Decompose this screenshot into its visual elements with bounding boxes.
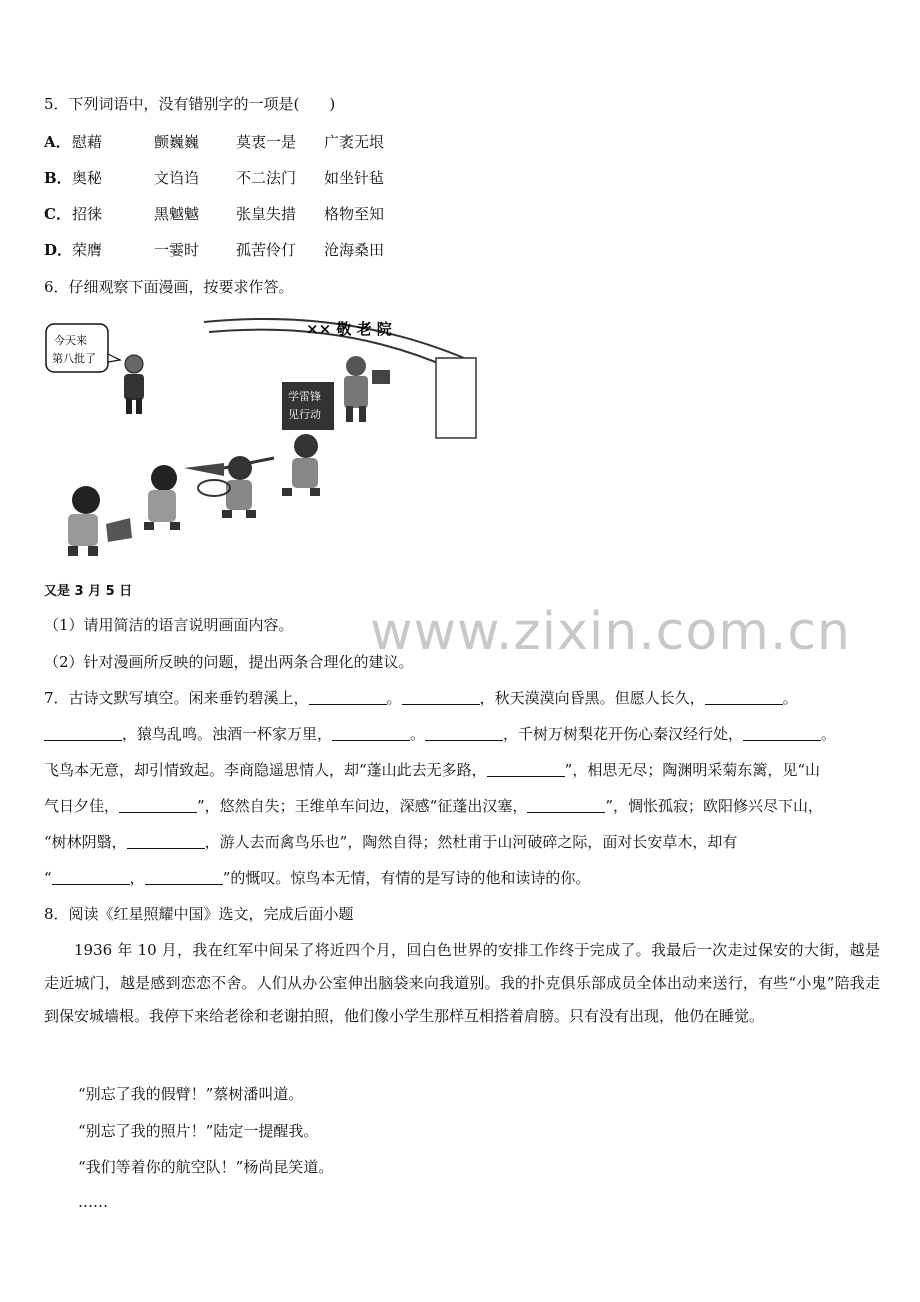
fill-blank[interactable] xyxy=(425,726,503,741)
watermark: www.zixin.com.cn xyxy=(370,602,851,662)
q7-line-6 xyxy=(44,868,590,888)
q7-text: ”的慨叹。惊鸟本无情，有情的是写诗的他和读诗的你。 xyxy=(222,869,591,887)
q7-text: “树林阴翳， xyxy=(44,833,127,851)
banner-line-1: 学雷锋 xyxy=(288,390,321,403)
option-word: 颤巍巍 xyxy=(154,133,200,151)
option-word: 不二法门 xyxy=(236,169,297,187)
q7-text: ”，惆怅孤寂；欧阳修兴尽下山， xyxy=(605,797,824,815)
q5-option-a xyxy=(44,132,406,152)
option-label: C． xyxy=(44,205,71,223)
q7-text: 。 xyxy=(410,725,426,743)
banner-line-2: 见行动 xyxy=(288,408,321,421)
q6-stem: 6．仔细观察下面漫画，按要求作答。 xyxy=(44,278,294,296)
fill-blank[interactable] xyxy=(145,870,223,885)
q7-text: 。 xyxy=(782,689,798,707)
option-word: 文诌诌 xyxy=(154,169,200,187)
fill-blank[interactable] xyxy=(332,726,410,741)
q7-text: ，猿鸟乱鸣。浊酒一杯家万里， xyxy=(122,725,333,743)
q7-text: ”，悠然自失；王维单车问边，深感“征蓬出汉塞， xyxy=(197,797,528,815)
q8-quote-3: “我们等着你的航空队！”杨尚昆笑道。 xyxy=(78,1158,334,1176)
option-word: 格物至知 xyxy=(324,205,385,223)
speech-line-2: 第八批了 xyxy=(52,352,96,365)
q8-passage-paragraph: 1936 年 10 月，我在红军中间呆了将近四个月，回白色世界的安排工作终于完成了。我最后一次走过保安的大街，越是走近城门，越是感到恋恋不舍。人们从办公室伸出脑袋来向我道别。我的扑克俱乐部成员全体出动来送行，有些“小鬼”陪我走到保安城墙根。我停下来给老徐和老谢拍照，他们像小学生那样互相搭着肩膀。只有没有出现，他仍在睡觉。 xyxy=(44,941,880,1025)
option-word: 如坐针毡 xyxy=(324,169,385,187)
q8-quote-2: “别忘了我的照片！”陆定一提醒我。 xyxy=(78,1122,319,1140)
q7-text: 气日夕佳， xyxy=(44,797,120,815)
option-word: 孤苦伶仃 xyxy=(236,241,297,259)
q5-option-c xyxy=(44,204,406,224)
elderly-man-figure xyxy=(124,355,144,414)
q7-line-5 xyxy=(44,832,737,852)
q8-quote-1: “别忘了我的假臂！”蔡树潘叫道。 xyxy=(78,1085,304,1103)
q7-text: ， xyxy=(129,869,145,887)
q8-ellipsis: …… xyxy=(78,1193,108,1211)
speech-bubble xyxy=(46,324,120,372)
fill-blank[interactable] xyxy=(127,834,205,849)
speech-line-1: 今天来 xyxy=(54,334,87,347)
nursing-home-arch xyxy=(204,319,476,438)
option-word: 沧海桑田 xyxy=(324,241,385,259)
children-volunteers xyxy=(68,434,320,556)
q6-sub2: （2）针对漫画所反映的问题，提出两条合理化的建议。 xyxy=(44,653,414,671)
fill-blank[interactable] xyxy=(119,798,197,813)
option-label: B． xyxy=(44,169,72,187)
fill-blank[interactable] xyxy=(402,690,480,705)
q7-line-3 xyxy=(44,760,820,780)
option-word: 黑魆魆 xyxy=(154,205,200,223)
q7-text: 。 xyxy=(386,689,402,707)
option-word: 莫衷一是 xyxy=(236,133,297,151)
option-word: 张皇失措 xyxy=(236,205,297,223)
option-word: 慰藉 xyxy=(72,133,103,151)
fill-blank[interactable] xyxy=(527,798,605,813)
q7-text: ，游人去而禽鸟乐也”，陶然自得；然杜甫于山河破碎之际，面对长安草木，却有 xyxy=(204,833,738,851)
q7-line-4 xyxy=(44,796,823,816)
banner xyxy=(282,382,334,430)
option-word: 广袤无垠 xyxy=(324,133,385,151)
fill-blank[interactable] xyxy=(309,690,387,705)
option-word: 招徕 xyxy=(72,205,103,223)
flag-bearer-figure xyxy=(344,356,390,422)
q5-option-d xyxy=(44,240,406,260)
fill-blank[interactable] xyxy=(705,690,783,705)
option-word: 奥秘 xyxy=(72,169,103,187)
q7-text: 飞鸟本无意，却引情致起。李商隐遥思情人，却“蓬山此去无多路， xyxy=(44,761,487,779)
option-word: 荣膺 xyxy=(72,241,103,259)
q7-text: ”，相思无尽；陶渊明采菊东篱，见“山 xyxy=(564,761,821,779)
arch-sign-text: ×× 敬 老 院 xyxy=(306,320,392,338)
q6-sub1: （1）请用简洁的语言说明画面内容。 xyxy=(44,616,294,634)
fill-blank[interactable] xyxy=(44,726,122,741)
q7-text: 。 xyxy=(821,725,837,743)
q7-text: ，秋天漠漠向昏黑。但愿人长久， xyxy=(479,689,705,707)
q7-text: “ xyxy=(44,869,52,887)
comic-illustration xyxy=(44,318,480,562)
option-word: 一霎时 xyxy=(154,241,200,259)
q8-stem: 8．阅读《红星照耀中国》选文，完成后面小题 xyxy=(44,905,354,923)
q7-line-1 xyxy=(44,688,798,708)
q7-text: ，千树万树梨花开伤心秦汉经行处， xyxy=(503,725,744,743)
option-label: D． xyxy=(44,241,73,259)
q5-option-b xyxy=(44,168,406,188)
fill-blank[interactable] xyxy=(743,726,821,741)
fill-blank[interactable] xyxy=(487,762,565,777)
q5-stem: 5．下列词语中，没有错别字的一项是( ) xyxy=(44,95,336,113)
option-label: A． xyxy=(44,133,71,151)
fill-blank[interactable] xyxy=(52,870,130,885)
q7-line-2 xyxy=(44,724,836,744)
comic-caption: 又是 3 月 5 日 xyxy=(44,584,133,599)
q7-text: 7．古诗文默写填空。闲来垂钓碧溪上， xyxy=(44,689,309,707)
